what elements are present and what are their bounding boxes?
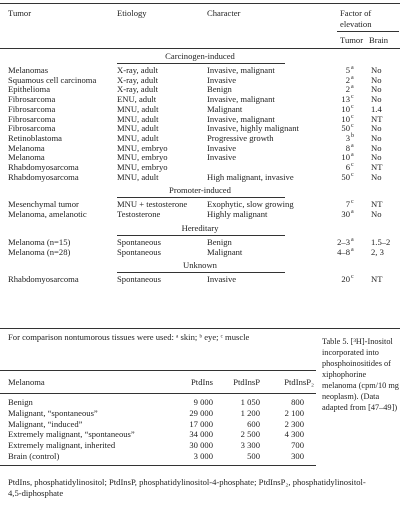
cell-factor-tumor: 10: [341, 113, 350, 124]
cell-character: Malignant: [207, 246, 243, 257]
cell-ptdinsp2: 800: [291, 397, 304, 407]
section-rule: [117, 272, 285, 273]
footnote-marker: a: [351, 74, 354, 81]
cell-etiology: X-ray, adult: [117, 74, 158, 85]
cell-factor-tumor: 10: [341, 103, 350, 114]
table5-header-rule: [0, 393, 316, 394]
cell-factor-tumor: 4–8: [337, 246, 350, 257]
footnote-marker: a: [351, 236, 354, 243]
cell-character: Invasive, highly malignant: [207, 123, 299, 134]
cell-factor-tumor: 3: [345, 132, 350, 143]
cell-etiology: MNU, adult: [117, 171, 159, 182]
cell-ptdinsp2: 4 300: [284, 429, 304, 440]
cell-character: Benign: [207, 236, 232, 247]
header-etiology: Etiology: [117, 8, 147, 18]
cell-factor-brain: NT: [371, 162, 383, 172]
cell-ptdins: 29 000: [189, 407, 213, 418]
t5-header-ptdinsp2: PtdInsP₂: [284, 377, 314, 387]
cell-tumor: Melanoma, amelanotic: [8, 209, 87, 220]
cell-factor-tumor: 2: [345, 74, 350, 85]
cell-factor-brain: No: [371, 209, 382, 220]
t5-header-ptdins: PtdIns: [191, 377, 213, 387]
cell-melanoma: Benign: [8, 397, 33, 407]
section-title: Carcinogen-induced: [165, 51, 235, 61]
header-factor-line1: Factor of: [340, 8, 372, 18]
cell-melanoma: Extremely malignant, inherited: [8, 440, 116, 451]
cell-tumor: Fibrosarcoma: [8, 103, 56, 114]
cell-etiology: MNU, adult: [117, 113, 159, 124]
cell-character: High malignant, invasive: [207, 171, 294, 182]
table4-top-rule: [0, 3, 400, 4]
section-rule: [117, 235, 285, 236]
cell-ptdinsp: 1 200: [240, 407, 260, 418]
cell-etiology: MNU + testosterone: [117, 199, 188, 210]
cell-factor-tumor: 13: [341, 94, 350, 105]
cell-ptdinsp: 500: [247, 451, 260, 461]
cell-etiology: Testosterone: [117, 209, 161, 220]
cell-ptdins: 30 000: [189, 440, 213, 451]
cell-factor-brain: 1.5–2: [371, 236, 391, 247]
cell-tumor: Fibrosarcoma: [8, 113, 56, 124]
cell-etiology: Spontaneous: [117, 246, 161, 257]
cell-etiology: MNU, adult: [117, 103, 159, 114]
cell-ptdinsp2: 2 100: [284, 407, 304, 418]
cell-character: Invasive, malignant: [207, 113, 275, 124]
cell-factor-tumor: 7: [345, 199, 350, 210]
table5-caption: Table 5. [³H]-Inositol incorporated into phosphoinositides of xiphophorine melanoma (cpm/10 mg neoplasm). (Data adapted from [47–49]): [322, 337, 399, 412]
cell-ptdinsp2: 700: [291, 440, 304, 451]
cell-character: Progressive growth: [207, 132, 274, 143]
cell-factor-brain: No: [371, 142, 382, 153]
section-title: Unknown: [183, 260, 217, 271]
factor-rule: [337, 31, 399, 32]
cell-ptdinsp2: 2 300: [284, 418, 304, 429]
cell-factor-tumor: 20: [341, 274, 350, 285]
footnote-marker: a: [351, 209, 354, 216]
footnote-marker: a: [351, 142, 354, 149]
cell-ptdinsp2: 300: [291, 451, 304, 461]
section-title: Promoter-induced: [169, 185, 231, 196]
cell-melanoma: Brain (control): [8, 451, 60, 461]
cell-factor-brain: No: [371, 84, 382, 95]
cell-tumor: Mesenchymal tumor: [8, 199, 79, 210]
cell-tumor: Melanomas: [8, 65, 49, 75]
cell-ptdinsp: 1 050: [240, 397, 260, 407]
cell-factor-tumor: 2–3: [337, 236, 350, 247]
header-brain-col: Brain: [369, 35, 389, 45]
section-title: Hereditary: [181, 222, 219, 233]
table5-footnote: PtdIns, phosphatidylinositol; PtdInsP, phosphatidylinositol-4-phosphate; PtdInsP₂, phosphatidylinositol-4,5-diphosphate: [8, 477, 366, 498]
header-character: Character: [207, 8, 241, 18]
cell-factor-brain: No: [371, 171, 382, 182]
cell-ptdins: 34 000: [189, 429, 213, 440]
cell-etiology: Spontaneous: [117, 274, 161, 285]
cell-etiology: MNU, embryo: [117, 162, 168, 172]
cell-etiology: MNU, embryo: [117, 152, 168, 163]
cell-character: Invasive: [207, 74, 237, 85]
footnote-marker: a: [351, 152, 354, 159]
cell-character: Invasive, malignant: [207, 65, 275, 75]
cell-tumor: Rhabdomyosarcoma: [8, 274, 79, 285]
cell-tumor: Melanoma: [8, 152, 45, 163]
cell-tumor: Fibrosarcoma: [8, 94, 56, 105]
cell-melanoma: Malignant, “spontaneous”: [8, 407, 98, 418]
cell-character: Invasive: [207, 152, 237, 163]
table4-bottom-rule: [0, 328, 400, 329]
cell-tumor: Epithelioma: [8, 84, 51, 95]
cell-ptdinsp: 3 300: [240, 440, 260, 451]
t5-header-melanoma: Melanoma: [8, 377, 45, 387]
footnote-marker: a: [351, 65, 354, 71]
cell-etiology: MNU, adult: [117, 132, 159, 143]
cell-factor-brain: No: [371, 152, 382, 163]
table5-top-rule: [0, 370, 316, 371]
cell-factor-brain: 2, 3: [371, 246, 384, 257]
cell-factor-brain: 1.4: [371, 103, 382, 114]
cell-tumor: Retinoblastoma: [8, 132, 62, 143]
footnote-marker: c: [351, 171, 354, 178]
header-tumor: Tumor: [8, 8, 32, 18]
cell-ptdins: 17 000: [189, 418, 213, 429]
footnote-marker: c: [351, 94, 354, 101]
footnote-marker: c: [351, 103, 354, 110]
cell-factor-brain: No: [371, 94, 382, 105]
section-rule: [117, 197, 285, 198]
cell-melanoma: Extremely malignant, “spontaneous”: [8, 429, 135, 440]
footnote-marker: a: [351, 246, 354, 253]
cell-ptdinsp: 600: [247, 418, 260, 429]
footnote-marker: c: [351, 199, 354, 206]
cell-factor-brain: NT: [371, 113, 383, 124]
cell-factor-brain: NT: [371, 199, 383, 210]
cell-etiology: X-ray, adult: [117, 65, 158, 75]
cell-character: Invasive, malignant: [207, 94, 275, 105]
footnote-marker: b: [351, 132, 354, 139]
cell-tumor: Melanoma: [8, 142, 45, 153]
cell-factor-tumor: 50: [341, 123, 350, 134]
footnote-marker: c: [351, 162, 354, 168]
cell-factor-tumor: 30: [341, 209, 350, 220]
cell-factor-brain: No: [371, 74, 382, 85]
cell-character: Malignant: [207, 103, 243, 114]
cell-ptdins: 9 000: [193, 397, 213, 407]
cell-factor-brain: No: [371, 123, 382, 134]
cell-ptdinsp: 2 500: [240, 429, 260, 440]
footnote-marker: c: [351, 113, 354, 120]
table4-footnote: For comparison nontumorous tissues were used: ᵃ skin; ᵇ eye; ᶜ muscle: [8, 332, 250, 342]
section-rule: [117, 63, 285, 64]
cell-tumor: Rhabdomyosarcoma: [8, 171, 79, 182]
cell-etiology: ENU, adult: [117, 94, 157, 105]
cell-etiology: MNU, embryo: [117, 142, 168, 153]
footnote-marker: c: [351, 274, 354, 281]
cell-tumor: Squamous cell carcinoma: [8, 74, 97, 85]
table5-bottom-rule: [0, 465, 316, 466]
cell-etiology: MNU, adult: [117, 123, 159, 134]
cell-factor-tumor: 5: [345, 65, 350, 75]
cell-character: Exophytic, slow growing: [207, 199, 294, 210]
cell-etiology: X-ray, adult: [117, 84, 158, 95]
header-tumor-col: Tumor: [340, 35, 364, 45]
cell-tumor: Melanoma (n=28): [8, 246, 71, 257]
cell-factor-tumor: 8: [345, 142, 350, 153]
cell-etiology: Spontaneous: [117, 236, 161, 247]
cell-character: Highly malignant: [207, 209, 268, 220]
cell-ptdins: 3 000: [193, 451, 213, 461]
footnote-marker: c: [351, 123, 354, 130]
cell-tumor: Fibrosarcoma: [8, 123, 56, 134]
cell-factor-tumor: 50: [341, 171, 350, 182]
cell-character: Invasive: [207, 274, 237, 285]
cell-melanoma: Malignant, “induced”: [8, 418, 83, 429]
cell-character: Benign: [207, 84, 232, 95]
cell-tumor: Melanoma (n=15): [8, 236, 71, 247]
t5-header-ptdinsp: PtdInsP: [233, 377, 260, 387]
footnote-marker: a: [351, 84, 354, 91]
header-factor-line2: elevation: [340, 19, 372, 29]
cell-factor-brain: No: [371, 132, 382, 143]
cell-factor-tumor: 6: [345, 162, 350, 172]
cell-factor-brain: NT: [371, 274, 383, 285]
cell-factor-brain: No: [371, 65, 382, 75]
cell-tumor: Rhabdomyosarcoma: [8, 162, 79, 172]
cell-character: Invasive: [207, 142, 237, 153]
table4-header-rule: [0, 48, 400, 49]
cell-factor-tumor: 10: [341, 152, 350, 163]
cell-factor-tumor: 2: [345, 84, 350, 95]
